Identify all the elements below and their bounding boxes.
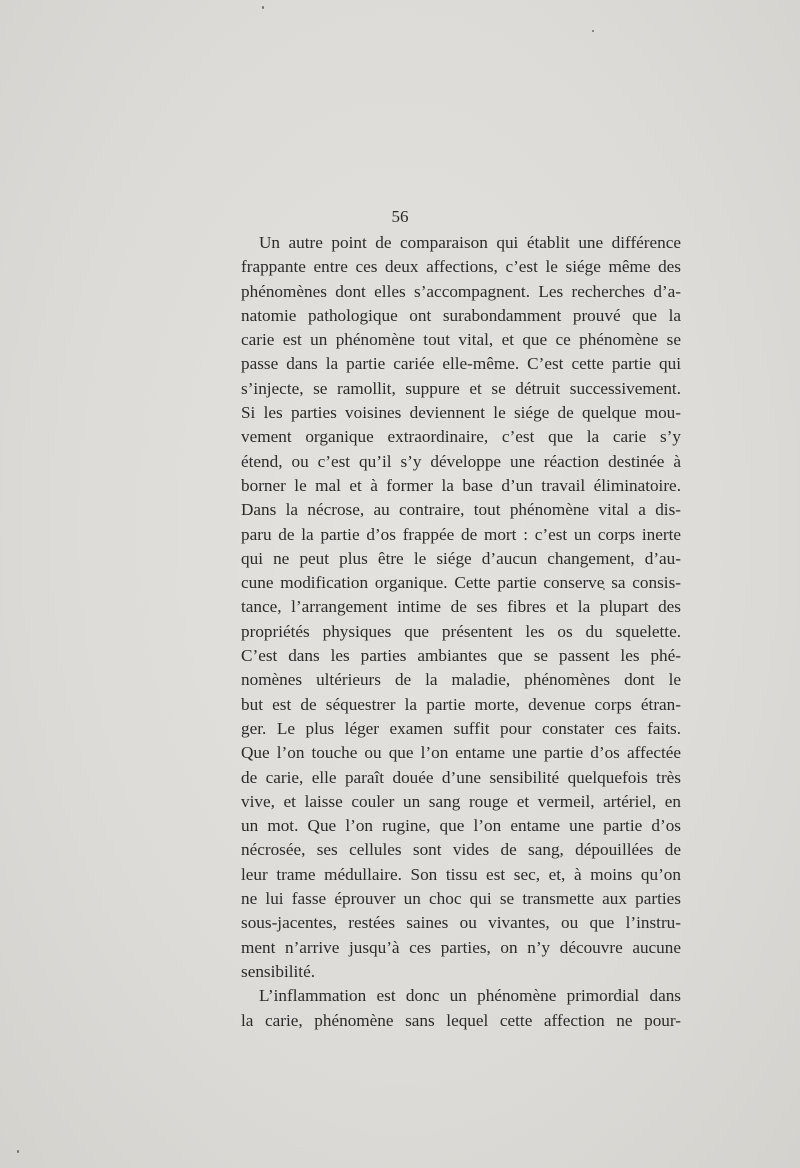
- text-line: un mot. Que l’on rugine, que l’on entame une partie d’os: [241, 816, 681, 836]
- text-line: propriétés physiques que présentent les os du squelette.: [241, 621, 681, 641]
- text-line: paru de la partie d’os frappée de mort : c’est un corps inerte: [241, 524, 681, 544]
- text-line: sous-jacentes, restées saines ou vivantes, ou que l’instru-: [241, 913, 681, 933]
- text-line: étend, ou c’est qu’il s’y développe une réaction destinée à: [241, 451, 681, 471]
- text-line: natomie pathologique ont surabondamment prouvé que la: [241, 305, 681, 325]
- text-line: Un autre point de comparaison qui établit une différence: [259, 233, 681, 252]
- text-line: passe dans la partie cariée elle-même. C’est cette partie qui: [241, 354, 681, 374]
- text-line: but est de séquestrer la partie morte, devenue corps étran-: [241, 694, 681, 714]
- paper-speck: [592, 30, 594, 32]
- text-line: qui ne peut plus être le siége d’aucun changement, d’au-: [241, 548, 681, 568]
- text-line: cune modification organique. Cette partie conserve sa consis-: [241, 573, 681, 593]
- text-line: ment n’arrive jusqu’à ces parties, on n’y découvre aucune: [241, 937, 681, 957]
- body-text: [241, 231, 681, 1033]
- text-line: carie est un phénomène tout vital, et que ce phénomène se: [241, 330, 681, 350]
- paragraph: [241, 984, 681, 1033]
- paper-speck: [262, 6, 264, 9]
- text-line: ne lui fasse éprouver un choc qui se transmette aux parties: [241, 889, 681, 909]
- text-line: leur trame médullaire. Son tissu est sec, et, à moins qu’on: [241, 864, 681, 884]
- text-line: vive, et laisse couler un sang rouge et vermeil, artériel, en: [241, 791, 681, 811]
- paragraph: [241, 231, 681, 984]
- text-line: tance, l’arrangement intime de ses fibres et la plupart des: [241, 597, 681, 617]
- page-number: 56: [391, 207, 409, 226]
- text-line: nomènes ultérieurs de la maladie, phénomènes dont le: [241, 670, 681, 690]
- text-line: Si les parties voisines deviennent le siége de quelque mou-: [241, 403, 681, 423]
- text-line: nécrosée, ses cellules sont vides de sang, dépouillées de: [241, 840, 681, 860]
- text-line: borner le mal et à former la base d’un travail éliminatoire.: [241, 475, 681, 495]
- paper-speck: [17, 1150, 19, 1153]
- text-line: sensibilité.: [241, 961, 315, 981]
- text-line: de carie, elle paraît douée d’une sensibilité quelquefois très: [241, 767, 681, 787]
- text-line: L’inflammation est donc un phénomène primordial dans: [259, 986, 681, 1006]
- text-line: C’est dans les parties ambiantes que se passent les phé-: [241, 646, 681, 666]
- text-line: la carie, phénomène sans lequel cette affection ne pour-: [241, 1010, 681, 1030]
- text-line: ger. Le plus léger examen suffit pour constater ces faits.: [241, 718, 681, 738]
- text-line: Dans la nécrose, au contraire, tout phénomène vital a dis-: [241, 500, 681, 520]
- text-line: frappante entre ces deux affections, c’est le siége même des: [241, 257, 681, 277]
- text-line: phénomènes dont elles s’accompagnent. Les recherches d’a-: [241, 281, 681, 301]
- text-line: Que l’on touche ou que l’on entame une partie d’os affectée: [241, 743, 681, 763]
- text-line: s’injecte, se ramollit, suppure et se détruit successivement.: [241, 378, 681, 398]
- text-line: vement organique extraordinaire, c’est que la carie s’y: [241, 427, 681, 447]
